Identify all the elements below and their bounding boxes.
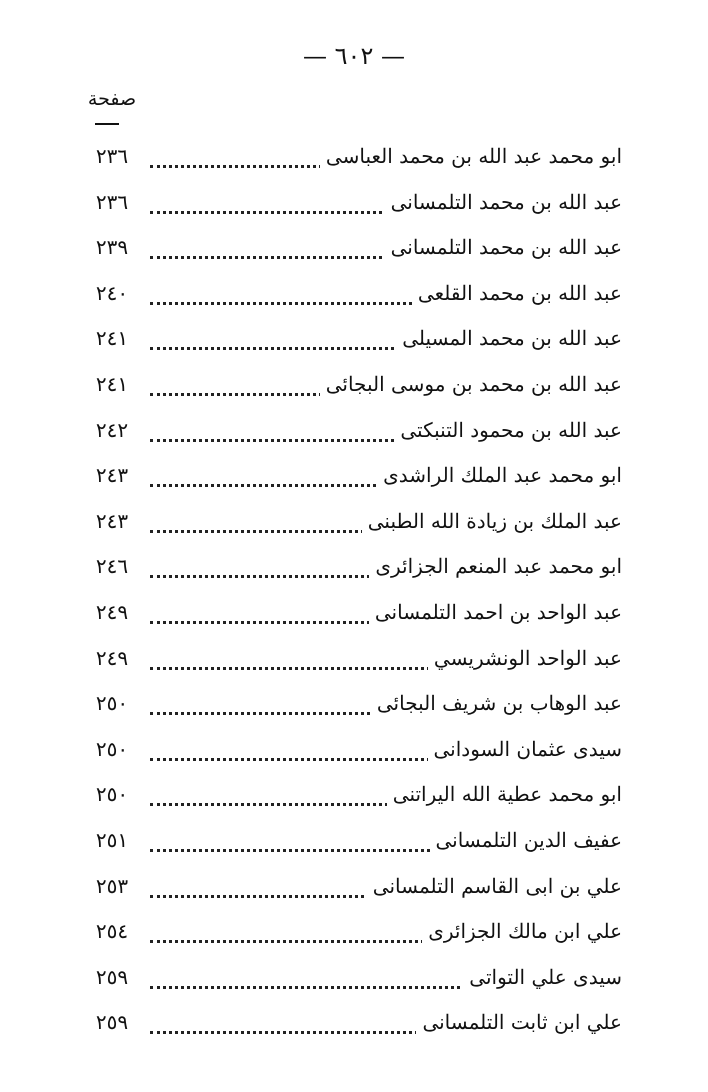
entry-title: عبد الله بن محمد القلعى — [412, 281, 622, 305]
entry-title: عبد الله بن محمد بن موسى البجائى — [320, 372, 622, 396]
index-entry — [0, 638, 708, 684]
entry-page-number: ٢٥٠ — [95, 691, 129, 716]
index-entry — [0, 911, 708, 957]
entry-title: سيدى عثمان السودانى — [428, 737, 623, 761]
index-entries — [0, 136, 708, 1048]
index-entry — [0, 364, 708, 410]
entry-title: علي ابن ثابت التلمسانى — [416, 1010, 622, 1034]
entry-page-number: ٢٥٩ — [95, 1010, 129, 1035]
entry-title: عبد الله بن محمد التلمسانى — [385, 235, 622, 259]
entry-title: عبد الواحد بن احمد التلمسانى — [369, 600, 622, 624]
index-entry — [0, 410, 708, 456]
heading-underline — [95, 123, 119, 125]
index-entry — [0, 501, 708, 547]
entry-page-number: ٢٤٩ — [95, 599, 129, 624]
entry-title: عبد الملك بن زيادة الله الطبنى — [362, 509, 622, 533]
entry-title: ابو محمد عبد الملك الراشدى — [377, 463, 622, 487]
entry-page-number: ٢٥١ — [95, 827, 129, 852]
entry-page-number: ٢٣٦ — [95, 144, 129, 168]
entry-page-number: ٢٥٠ — [95, 782, 129, 807]
entry-title: سيدى علي التواتى — [463, 965, 622, 989]
index-entry — [0, 683, 708, 729]
entry-page-number: ٢٤٣ — [95, 463, 129, 488]
entry-title: ابو محمد عطية الله اليراتنى — [387, 782, 622, 806]
entry-page-number: ٢٤٢ — [95, 417, 129, 442]
page-column-heading: صفحة — [87, 88, 137, 110]
entry-page-number: ٢٤١ — [95, 371, 129, 396]
index-entry — [0, 318, 708, 364]
index-entry — [0, 227, 708, 273]
entry-page-number: ٢٤١ — [95, 326, 129, 351]
entry-title: ابو محمد عبد الله بن محمد العباسى — [320, 144, 622, 168]
index-entry — [0, 1002, 708, 1048]
page-number: — ٦٠٢ — — [303, 42, 405, 70]
entry-title: عبد الله بن محمد التلمسانى — [385, 190, 622, 214]
entry-title: علي ابن مالك الجزائرى — [422, 919, 622, 943]
entry-title: عفيف الدين التلمسانى — [430, 828, 622, 852]
entry-page-number: ٢٥٩ — [95, 964, 129, 989]
index-entry — [0, 136, 708, 182]
index-entry — [0, 455, 708, 501]
entry-title: ابو محمد عبد المنعم الجزائرى — [369, 554, 622, 578]
entry-page-number: ٢٤٦ — [95, 554, 129, 579]
entry-page-number: ٢٣٩ — [95, 235, 129, 260]
index-entry — [0, 592, 708, 638]
entry-page-number: ٢٥٣ — [95, 873, 129, 898]
index-entry — [0, 774, 708, 820]
entry-page-number: ٢٤٩ — [95, 645, 129, 670]
entry-page-number: ٢٤٠ — [95, 280, 129, 305]
index-entry — [0, 273, 708, 319]
entry-title: عبد الواحد الونشريسي — [428, 646, 622, 670]
index-entry — [0, 957, 708, 1003]
entry-title: عبد الوهاب بن شريف البجائى — [371, 691, 622, 715]
index-entry — [0, 866, 708, 912]
entry-page-number: ٢٤٣ — [95, 508, 129, 533]
index-entry — [0, 729, 708, 775]
entry-title: علي بن ابى القاسم التلمسانى — [367, 874, 622, 898]
entry-title: عبد الله بن محمد المسيلى — [396, 326, 622, 350]
index-entry — [0, 820, 708, 866]
entry-page-number: ٢٣٦ — [95, 189, 129, 214]
index-entry — [0, 182, 708, 228]
index-entry — [0, 546, 708, 592]
entry-page-number: ٢٥٤ — [95, 919, 129, 944]
entry-title: عبد الله بن محمود التنبكتى — [394, 418, 622, 442]
entry-page-number: ٢٥٠ — [95, 736, 129, 761]
